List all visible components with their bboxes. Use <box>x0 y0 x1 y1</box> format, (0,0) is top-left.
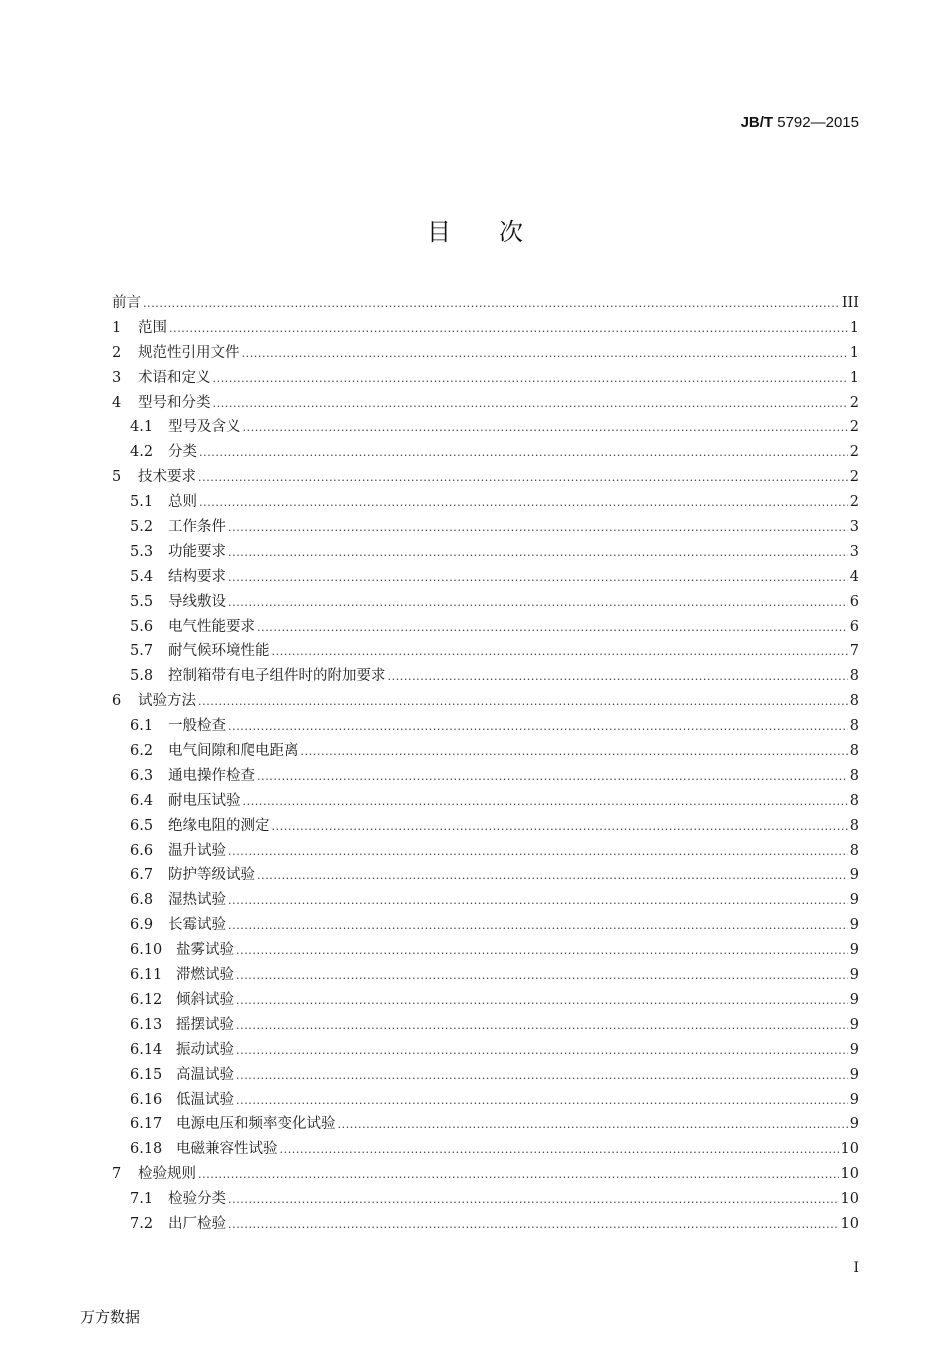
toc-entry-label: 功能要求 <box>168 543 226 560</box>
standard-prefix: JB/T <box>740 114 774 131</box>
toc-entry-page: 8 <box>849 842 859 859</box>
toc-entry[interactable] <box>112 1088 859 1113</box>
toc-entry[interactable] <box>112 615 859 640</box>
toc-entry[interactable] <box>112 938 859 963</box>
toc-leader-dots <box>228 516 848 541</box>
toc-entry-page: 8 <box>849 718 859 735</box>
toc-entry-number: 5 <box>112 469 122 486</box>
toc-entry-page: 1 <box>849 369 859 386</box>
toc-entry[interactable] <box>112 440 859 465</box>
toc-entry-label: 绝缘电阻的测定 <box>168 817 270 834</box>
toc-entry[interactable] <box>112 839 859 864</box>
standard-number: 5792—2015 <box>777 114 859 131</box>
toc-entry-number: 5.2 <box>130 519 154 536</box>
toc-entry-label: 检验分类 <box>168 1191 226 1208</box>
toc-leader-dots <box>236 989 848 1014</box>
toc-entry-number: 6.1 <box>130 718 154 735</box>
toc-entry-number: 7.1 <box>130 1191 154 1208</box>
toc-leader-dots <box>236 964 848 989</box>
toc-entry-label: 分类 <box>168 444 197 461</box>
toc-entry-number: 6.16 <box>130 1091 163 1108</box>
toc-entry-label: 盐雾试验 <box>176 942 234 959</box>
standard-code <box>741 114 859 131</box>
toc-entry-label: 耐电压试验 <box>168 792 241 809</box>
toc-entry-label: 总则 <box>168 494 197 511</box>
toc-leader-dots <box>169 317 848 342</box>
toc-leader-dots <box>236 1064 848 1089</box>
toc-entry-number: 6.11 <box>130 967 163 984</box>
toc-entry[interactable] <box>112 913 859 938</box>
toc-entry-page: 10 <box>840 1141 859 1158</box>
toc-entry-page: 2 <box>849 469 859 486</box>
toc-entry-number: 6.8 <box>130 892 154 909</box>
toc-entry[interactable] <box>112 1063 859 1088</box>
toc-entry[interactable] <box>112 639 859 664</box>
toc-entry-label: 范围 <box>138 319 167 336</box>
toc-entry[interactable] <box>112 988 859 1013</box>
toc-entry-number: 6.6 <box>130 842 154 859</box>
toc-entry-label: 技术要求 <box>138 469 196 486</box>
toc-entry-label: 结构要求 <box>168 568 226 585</box>
toc-entry-page: 9 <box>849 917 859 934</box>
toc-entry-number: 6.10 <box>130 942 163 959</box>
toc-entry-label: 倾斜试验 <box>176 991 234 1008</box>
toc-entry-label: 通电操作检查 <box>168 767 255 784</box>
toc-entry[interactable] <box>112 1187 859 1212</box>
toc-entry-label: 电磁兼容性试验 <box>176 1141 278 1158</box>
toc-leader-dots <box>228 914 848 939</box>
toc-entry-number: 6.9 <box>130 917 154 934</box>
toc-entry[interactable] <box>112 415 859 440</box>
toc-entry-number: 4 <box>112 394 122 411</box>
toc-entry-number: 5.1 <box>130 494 154 511</box>
toc-leader-dots <box>338 1113 848 1138</box>
table-of-contents <box>112 291 859 1237</box>
toc-leader-dots <box>272 640 848 665</box>
toc-entry[interactable] <box>112 1038 859 1063</box>
toc-leader-dots <box>236 1089 848 1114</box>
toc-entry-page: 9 <box>849 867 859 884</box>
toc-entry-page: 1 <box>849 319 859 336</box>
toc-entry-label: 型号及含义 <box>168 419 241 436</box>
toc-entry-page: 8 <box>849 743 859 760</box>
toc-entry-number: 5.6 <box>130 618 154 635</box>
toc-entry-number: 6.4 <box>130 792 154 809</box>
toc-entry-page: 9 <box>849 967 859 984</box>
toc-entry-label: 导线敷设 <box>168 593 226 610</box>
toc-entry-number: 7.2 <box>130 1215 154 1232</box>
toc-entry[interactable] <box>112 888 859 913</box>
toc-leader-dots <box>257 765 848 790</box>
toc-entry-page: 8 <box>849 767 859 784</box>
toc-entry-number: 6.17 <box>130 1116 163 1133</box>
toc-entry-page: 2 <box>849 394 859 411</box>
toc-entry[interactable] <box>112 316 859 341</box>
toc-entry-number: 5.7 <box>130 643 154 660</box>
toc-entry[interactable] <box>112 1137 859 1162</box>
toc-entry-number: 6.3 <box>130 767 154 784</box>
toc-entry-label: 摇摆试验 <box>176 1016 234 1033</box>
toc-entry[interactable] <box>112 565 859 590</box>
toc-entry-number: 6.12 <box>130 991 163 1008</box>
toc-entry-label: 试验方法 <box>138 693 196 710</box>
toc-leader-dots <box>199 441 848 466</box>
toc-leader-dots <box>257 864 848 889</box>
toc-entry-number: 6 <box>112 693 122 710</box>
toc-entry[interactable] <box>112 814 859 839</box>
toc-leader-dots <box>243 790 848 815</box>
toc-entry-label: 电气间隙和爬电距离 <box>168 743 299 760</box>
toc-leader-dots <box>143 292 840 317</box>
toc-entry[interactable] <box>112 664 859 689</box>
toc-entry[interactable] <box>112 1112 859 1137</box>
toc-entry[interactable] <box>112 764 859 789</box>
toc-entry-page: 10 <box>840 1191 859 1208</box>
toc-entry-page: 9 <box>849 1016 859 1033</box>
toc-entry-page: 10 <box>840 1166 859 1183</box>
toc-entry-label: 振动试验 <box>176 1041 234 1058</box>
toc-entry[interactable] <box>112 739 859 764</box>
toc-entry-number: 5.5 <box>130 593 154 610</box>
toc-entry[interactable] <box>112 540 859 565</box>
toc-entry-page: 6 <box>849 618 859 635</box>
toc-leader-dots <box>243 416 848 441</box>
toc-entry-label: 长霉试验 <box>168 917 226 934</box>
toc-entry-label: 前言 <box>112 295 141 311</box>
toc-entry-label: 温升试验 <box>168 842 226 859</box>
toc-entry-page: 2 <box>849 419 859 436</box>
toc-entry-page: 2 <box>849 494 859 511</box>
toc-entry-page: 1 <box>849 344 859 361</box>
toc-entry-page: 10 <box>840 1215 859 1232</box>
toc-entry[interactable] <box>112 515 859 540</box>
toc-entry-label: 型号和分类 <box>138 394 211 411</box>
toc-entry-label: 电气性能要求 <box>168 618 255 635</box>
toc-entry[interactable] <box>112 490 859 515</box>
toc-leader-dots <box>388 665 848 690</box>
toc-entry-number: 5.8 <box>130 668 154 685</box>
toc-entry-page: 3 <box>849 543 859 560</box>
toc-entry-page: 9 <box>849 892 859 909</box>
toc-entry-label: 一般检查 <box>168 718 226 735</box>
toc-entry[interactable] <box>112 366 859 391</box>
toc-entry-number: 4.2 <box>130 444 154 461</box>
toc-entry-page: 7 <box>849 643 859 660</box>
toc-entry-page: 2 <box>849 444 859 461</box>
toc-entry-number: 4.1 <box>130 419 154 436</box>
toc-entry-page: 8 <box>849 693 859 710</box>
toc-entry[interactable] <box>112 963 859 988</box>
toc-entry-page: 9 <box>849 1041 859 1058</box>
toc-entry-page: 8 <box>849 668 859 685</box>
toc-leader-dots <box>228 840 848 865</box>
page-title: 目次 <box>427 218 571 246</box>
toc-leader-dots <box>236 1039 848 1064</box>
toc-entry[interactable] <box>112 789 859 814</box>
toc-leader-dots <box>199 491 848 516</box>
toc-leader-dots <box>228 566 848 591</box>
toc-entry-page: 9 <box>849 1116 859 1133</box>
toc-entry-page: 4 <box>849 568 859 585</box>
toc-entry-number: 6.2 <box>130 743 154 760</box>
toc-entry[interactable] <box>112 863 859 888</box>
toc-leader-dots <box>236 1014 848 1039</box>
toc-entry-number: 2 <box>112 344 122 361</box>
toc-leader-dots <box>198 690 848 715</box>
toc-entry-page: 3 <box>849 519 859 536</box>
toc-entry-page: 9 <box>849 1066 859 1083</box>
toc-entry-number: 6.7 <box>130 867 154 884</box>
toc-entry-number: 6.18 <box>130 1141 163 1158</box>
toc-entry-number: 6.15 <box>130 1066 163 1083</box>
toc-entry-page: 8 <box>849 817 859 834</box>
toc-entry-page: 9 <box>849 991 859 1008</box>
toc-entry-number: 7 <box>112 1166 122 1183</box>
toc-entry-label: 滞燃试验 <box>176 967 234 984</box>
toc-entry-label: 术语和定义 <box>138 369 211 386</box>
toc-entry[interactable] <box>112 391 859 416</box>
toc-leader-dots <box>301 740 848 765</box>
toc-entry[interactable] <box>112 689 859 714</box>
page-number: I <box>853 1260 859 1276</box>
toc-entry-number: 6.13 <box>130 1016 163 1033</box>
toc-entry-label: 工作条件 <box>168 519 226 536</box>
toc-entry-label: 防护等级试验 <box>168 867 255 884</box>
toc-entry-label: 控制箱带有电子组件时的附加要求 <box>168 668 386 685</box>
toc-entry[interactable] <box>112 341 859 366</box>
toc-leader-dots <box>228 541 848 566</box>
toc-entry-page: 9 <box>849 942 859 959</box>
toc-entry-number: 6.5 <box>130 817 154 834</box>
toc-entry-label: 湿热试验 <box>168 892 226 909</box>
toc-leader-dots <box>213 392 848 417</box>
toc-entry-number: 5.4 <box>130 568 154 585</box>
toc-entry-number: 1 <box>112 319 122 336</box>
toc-entry[interactable] <box>112 291 859 316</box>
toc-leader-dots <box>228 591 848 616</box>
toc-entry-number: 6.14 <box>130 1041 163 1058</box>
toc-leader-dots <box>228 715 848 740</box>
toc-entry[interactable] <box>112 1013 859 1038</box>
toc-entry[interactable] <box>112 1212 859 1237</box>
toc-leader-dots <box>228 889 848 914</box>
toc-entry-label: 高温试验 <box>176 1066 234 1083</box>
toc-leader-dots <box>228 1188 839 1213</box>
toc-entry-label: 出厂检验 <box>168 1215 226 1232</box>
toc-entry-page: 8 <box>849 792 859 809</box>
toc-entry-number: 5.3 <box>130 543 154 560</box>
footer-watermark: 万方数据 <box>80 1308 141 1326</box>
toc-entry[interactable] <box>112 714 859 739</box>
toc-leader-dots <box>257 616 848 641</box>
toc-leader-dots <box>198 466 848 491</box>
toc-entry-label: 电源电压和频率变化试验 <box>176 1116 336 1133</box>
toc-leader-dots <box>280 1138 839 1163</box>
toc-leader-dots <box>242 342 848 367</box>
toc-leader-dots <box>236 939 848 964</box>
toc-entry-label: 检验规则 <box>138 1166 196 1183</box>
toc-entry-label: 低温试验 <box>176 1091 234 1108</box>
toc-entry[interactable] <box>112 465 859 490</box>
toc-entry-number: 3 <box>112 369 122 386</box>
toc-entry-page: 9 <box>849 1091 859 1108</box>
toc-entry[interactable] <box>112 590 859 615</box>
toc-leader-dots <box>198 1163 839 1188</box>
toc-leader-dots <box>272 815 848 840</box>
toc-leader-dots <box>228 1213 839 1238</box>
toc-entry-page: 6 <box>849 593 859 610</box>
toc-entry-page: III <box>841 295 859 311</box>
toc-entry-label: 规范性引用文件 <box>138 344 240 361</box>
toc-entry-label: 耐气候环境性能 <box>168 643 270 660</box>
toc-entry[interactable] <box>112 1162 859 1187</box>
toc-leader-dots <box>213 367 848 392</box>
